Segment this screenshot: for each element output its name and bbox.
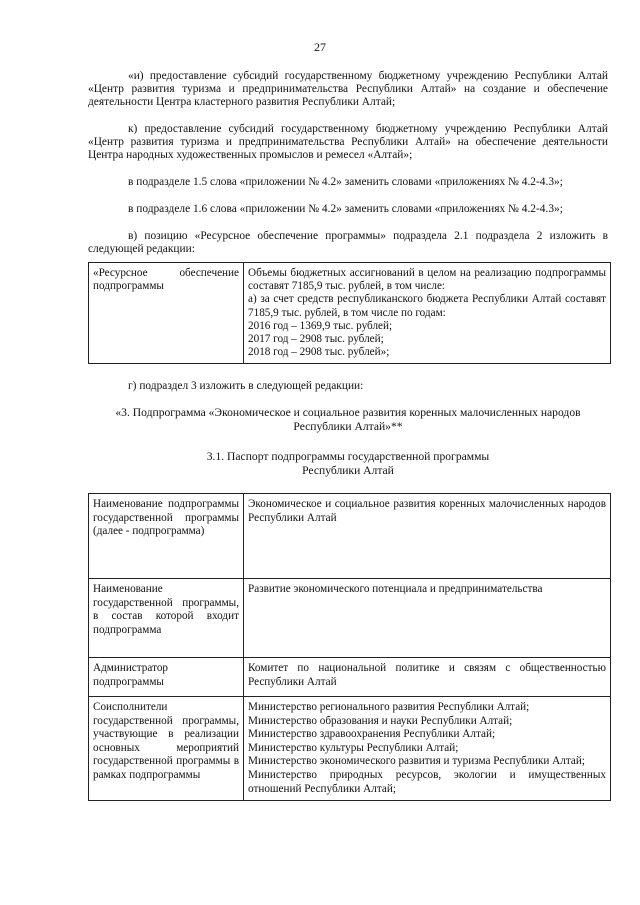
resource-line: 2016 год – 1369,9 тыс. рублей; <box>248 319 393 332</box>
paragraph-v: в) позицию «Ресурсное обеспечение программы» подраздела 2.1 подраздела 2 изложить в следующей редакции: <box>88 230 608 256</box>
passport-title-line1: 3.1. Паспорт подпрограммы государственной программы <box>206 450 490 463</box>
passport-value: Комитет по национальной политике и связям с общественностью Республики Алтай <box>244 658 611 697</box>
passport-row <box>89 579 611 658</box>
resource-line: 2017 год – 2908 тыс. рублей; <box>248 333 384 346</box>
passport-row <box>89 494 611 579</box>
resource-label: «Ресурсное обеспечение подпрограммы <box>89 263 244 364</box>
paragraph-g: г) подраздел 3 изложить в следующей редакции: <box>128 380 364 392</box>
passport-table <box>88 493 611 801</box>
passport-row <box>89 697 611 801</box>
passport-label: Соисполнители государственной программы, участвующие в реализации основных мероприятий государственной программы в рамках подпрограммы <box>89 697 244 801</box>
passport-value: Развитие экономического потенциала и предпринимательства <box>244 579 611 658</box>
passport-label: Наименование подпрограммы государственной программы (далее - подпрограмма) <box>89 494 244 579</box>
resource-line: а) за счет средств республиканского бюджета Республики Алтай составят 7185,9 тыс. рублей, в том числе по годам: <box>248 293 606 319</box>
passport-value: Экономическое и социальное развития коренных малочисленных народов Республики Алтай <box>244 494 611 579</box>
paragraph-subsection-1-5: в подразделе 1.5 слова «приложении № 4.2» заменить словами «приложениях № 4.2-4.3»; <box>128 176 563 188</box>
coexecutor-line: Министерство культуры Республики Алтай; <box>248 741 459 754</box>
coexecutor-line: Министерство здравоохранения Республики Алтай; <box>248 728 496 741</box>
page-number: 27 <box>314 40 326 54</box>
paragraph-subsection-1-6: в подразделе 1.6 слова «приложении № 4.2» заменить словами «приложениях № 4.2-4.3»; <box>128 203 563 215</box>
coexecutor-line: Министерство образования и науки Республики Алтай; <box>248 714 513 727</box>
resource-table <box>88 262 611 364</box>
resource-value <box>244 263 611 364</box>
coexecutor-line: Министерство регионального развития Республики Алтай; <box>248 701 530 713</box>
passport-row <box>89 658 611 697</box>
coexecutor-line: Министерство природных ресурсов, экологии и имущественных отношений Республики Алтай; <box>248 768 606 795</box>
resource-line: 2018 год – 2908 тыс. рублей»; <box>248 346 390 359</box>
passport-label: Наименование государственной программы, в состав которой входит подпрограмма <box>89 579 244 658</box>
passport-value <box>244 697 611 801</box>
passport-label: Администратор подпрограммы <box>89 658 244 697</box>
resource-row <box>89 263 611 364</box>
paragraph-i: «и) предоставление субсидий государственному бюджетному учреждению Республики Алтай «Центр развития туризма и предпринимательства Республики Алтай» на создание и обеспечение деятельности Центра кластерного развития Республики Алтай; <box>88 70 608 109</box>
section-title: «3. Подпрограмма «Экономическое и социальное развития коренных малочисленных народов Республики Алтай»** <box>115 406 581 433</box>
coexecutor-line: Министерство экономического развития и туризма Республики Алтай; <box>248 755 585 768</box>
passport-title-line2: Республики Алтай <box>302 464 394 477</box>
resource-line: Объемы бюджетных ассигнований в целом на реализацию подпрограммы составят 7185,9 тыс. рублей, в том числе: <box>248 267 606 293</box>
paragraph-k: к) предоставление субсидий государственному бюджетному учреждению Республики Алтай «Центр развития туризма и предпринимательства Республики Алтай» на обеспечение деятельности Центра народных художественных промыслов и ремесел «Алтай»; <box>88 123 608 162</box>
